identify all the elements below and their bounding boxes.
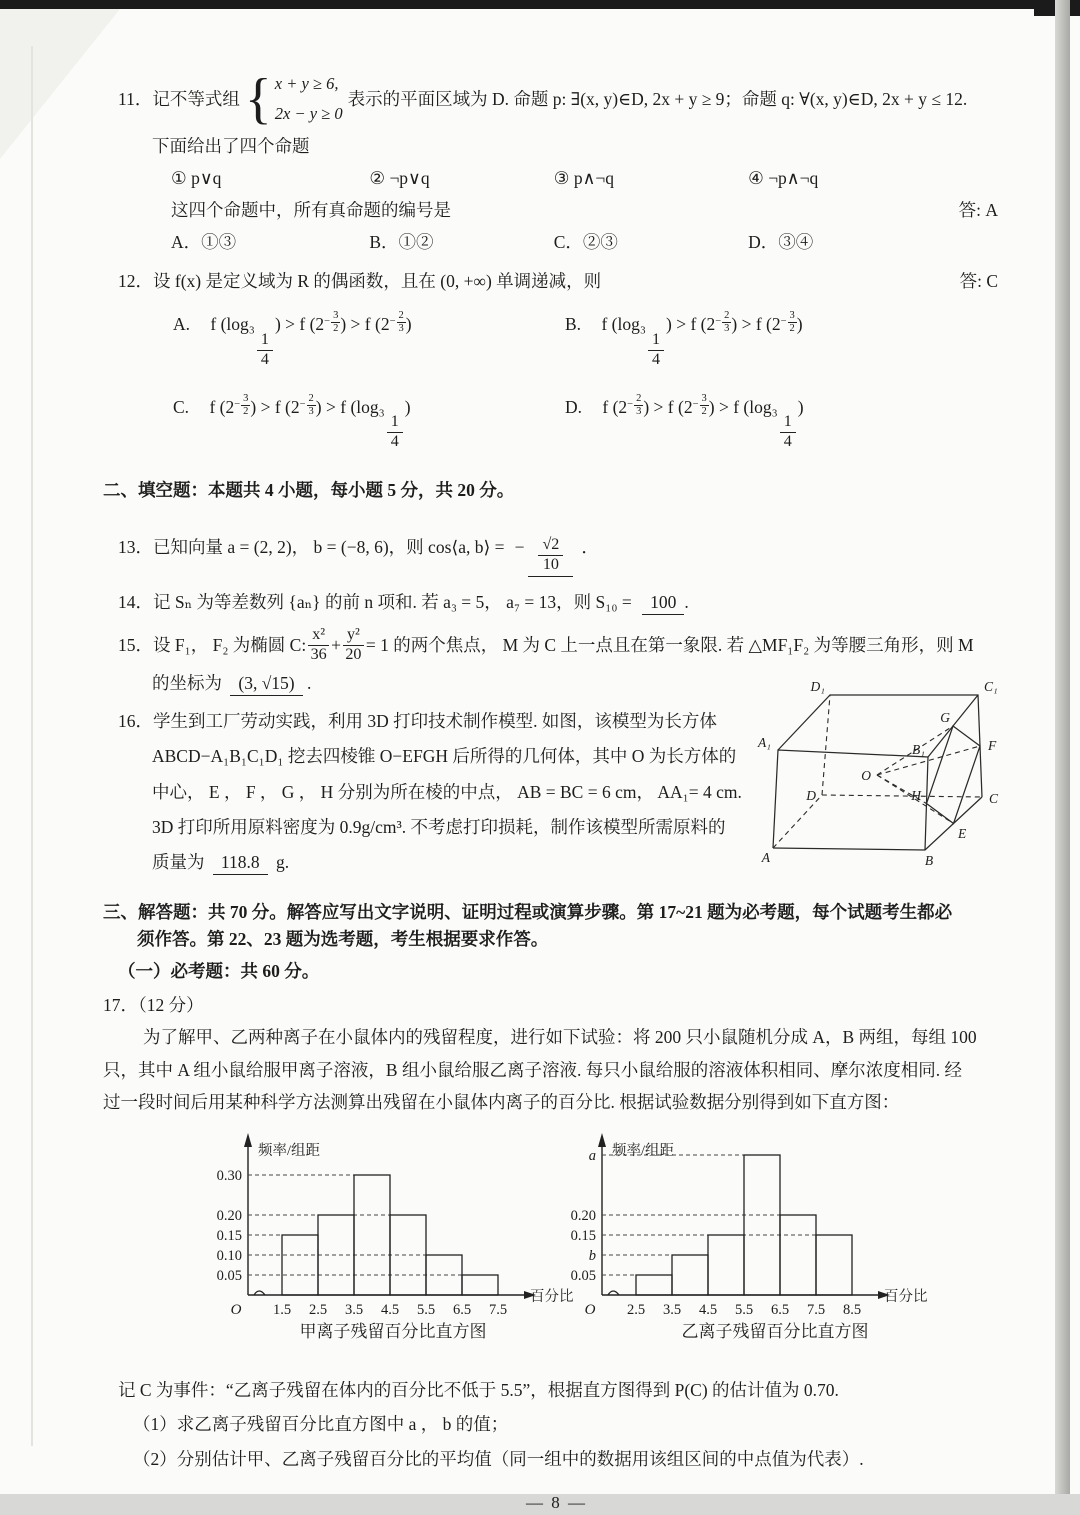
histograms-region bbox=[103, 1125, 1010, 1367]
fraction bbox=[343, 626, 364, 664]
q11-option-d: D．③④ bbox=[748, 232, 814, 253]
q11-option-b: B．①② bbox=[369, 232, 434, 253]
math-text: ) bbox=[643, 396, 650, 417]
math-text: ) bbox=[708, 396, 715, 417]
denominator: 2 bbox=[789, 322, 795, 334]
q13-period: ． bbox=[581, 537, 599, 558]
denominator: 3 bbox=[636, 405, 642, 417]
exponent-fraction bbox=[781, 310, 797, 335]
q12-option-d bbox=[565, 393, 1010, 452]
proposition-2: ② ¬p∨q bbox=[369, 167, 430, 188]
vertex-label-C1: C₁ bbox=[984, 678, 998, 694]
svg-text:4.5: 4.5 bbox=[380, 1302, 400, 1318]
svg-text:2.5: 2.5 bbox=[626, 1302, 646, 1318]
exponent-fraction bbox=[390, 310, 406, 335]
numerator: x² bbox=[308, 626, 329, 646]
q15-text3: 的坐标为 bbox=[152, 672, 222, 693]
figure-q16-cuboid bbox=[758, 676, 1010, 873]
svg-text:4.5: 4.5 bbox=[698, 1302, 718, 1318]
q17-number: 17．（12 分） bbox=[103, 995, 204, 1015]
svg-text:0.20: 0.20 bbox=[570, 1208, 596, 1224]
gt-sign: > bbox=[671, 313, 691, 334]
minus-sign: − bbox=[324, 316, 331, 328]
option-label: A. bbox=[173, 313, 191, 334]
svg-text:0.05: 0.05 bbox=[570, 1268, 596, 1284]
svg-text:1.5: 1.5 bbox=[272, 1302, 292, 1318]
math-text: ) bbox=[797, 396, 804, 417]
q11-question-row bbox=[118, 197, 1010, 223]
vertex-label-G: G bbox=[940, 709, 950, 725]
section-3-heading bbox=[103, 899, 1010, 952]
question-11 bbox=[118, 68, 1010, 256]
svg-text:0.20: 0.20 bbox=[216, 1208, 242, 1224]
q12-answer: 答: C bbox=[959, 270, 998, 291]
q11-line3: 这四个命题中，所有真命题的编号是 bbox=[171, 200, 451, 220]
fraction bbox=[648, 331, 664, 369]
svg-text:百分比: 百分比 bbox=[884, 1289, 928, 1305]
q11-propositions bbox=[171, 165, 1010, 191]
svg-text:频率/组距: 频率/组距 bbox=[258, 1143, 321, 1159]
histogram-jia-title: 甲离子残留百分比直方图 bbox=[299, 1322, 487, 1341]
denominator: 3 bbox=[308, 405, 314, 417]
q11-options bbox=[171, 229, 1010, 255]
minus-sign: − bbox=[692, 398, 699, 410]
gt-sign: > bbox=[649, 396, 668, 417]
q17-para-line1: 为了解甲、乙两种离子在小鼠体内的残留程度，进行如下试验：将 200 只小鼠随机分成 A，B 两组，每组 100 bbox=[143, 1027, 977, 1048]
q11-line1 bbox=[118, 68, 1010, 131]
minus-sign: − bbox=[299, 398, 306, 410]
svg-text:O: O bbox=[584, 1302, 596, 1318]
numerator: 2 bbox=[397, 310, 406, 323]
svg-text:7.5: 7.5 bbox=[488, 1302, 508, 1318]
fraction bbox=[780, 413, 796, 451]
svg-text:6.5: 6.5 bbox=[770, 1302, 790, 1318]
vertex-label-D1: D₁ bbox=[810, 678, 825, 694]
gt-sign: > bbox=[714, 396, 734, 417]
q16-answer-blank: 118.8 bbox=[213, 852, 268, 875]
exponent-fraction bbox=[324, 310, 340, 335]
denominator: 2 bbox=[243, 405, 249, 417]
math-text: f (log₃ bbox=[733, 396, 778, 417]
q15-q16-region bbox=[103, 626, 1010, 876]
question-17 bbox=[103, 992, 1010, 1472]
proposition-4: ④ ¬p∧¬q bbox=[748, 167, 819, 188]
q17-subquestion-2: （2）分别估计甲、乙离子残留百分比的平均值（同一组中的数据用该组区间的中点值为代表）. bbox=[133, 1448, 864, 1469]
q11-answer: 答: A bbox=[958, 200, 998, 220]
vertex-label-O: O bbox=[861, 767, 871, 783]
q15-period: . bbox=[307, 672, 312, 693]
q13-text: 13．已知向量 a = (2, 2)， b = (−8, 6)，则 cos⟨a, b⟩ = bbox=[118, 537, 505, 558]
fraction bbox=[538, 536, 563, 574]
q15-text1: 15．设 F₁， F₂ 为椭圆 C: bbox=[118, 634, 307, 655]
exponent-fraction bbox=[693, 393, 709, 418]
question-13 bbox=[118, 518, 1010, 578]
svg-text:0.15: 0.15 bbox=[570, 1228, 596, 1244]
exponent-fraction bbox=[715, 310, 731, 335]
q16-line2: ABCD−A₁B₁C₁D₁ 挖去四棱锥 O−EFGH 后所得的几何体，其中 O 为长方体的 bbox=[152, 746, 737, 767]
q11-option-c: C．②③ bbox=[553, 232, 618, 253]
fraction bbox=[387, 413, 403, 451]
gt-sign: > bbox=[321, 396, 341, 417]
page-number: — 8 — bbox=[526, 1492, 587, 1512]
q11-text-prefix: 11．记不等式组 bbox=[118, 89, 240, 110]
vertex-label-B1: B₁ bbox=[912, 741, 925, 757]
math-text: ) bbox=[731, 313, 738, 334]
denominator: 20 bbox=[345, 645, 362, 663]
system-line-2: 2x − y ≥ 0 bbox=[274, 103, 343, 123]
left-brace: { bbox=[244, 68, 272, 131]
q17-para-line3: 过一段时间后用某种科学方法测算出残留在小鼠体内离子的百分比. 根据试验数据分别得到如下直方图： bbox=[103, 1091, 900, 1112]
q12-stem-row bbox=[118, 268, 1010, 294]
math-text: ) bbox=[274, 313, 281, 334]
svg-text:3.5: 3.5 bbox=[662, 1302, 682, 1318]
q15-line1 bbox=[118, 626, 1010, 664]
svg-text:2.5: 2.5 bbox=[308, 1302, 328, 1318]
q16-line4: 3D 打印所用原料密度为 0.9g/cm³. 不考虑打印损耗，制作该模型所需原料的 bbox=[152, 816, 726, 837]
numerator: 3 bbox=[700, 393, 709, 406]
numerator: 3 bbox=[788, 310, 797, 323]
section-2-heading: 二、填空题：本题共 4 小题，每小题 5 分，共 20 分。 bbox=[103, 480, 515, 501]
numerator: √2 bbox=[538, 536, 563, 556]
numerator: y² bbox=[343, 626, 364, 646]
svg-text:3.5: 3.5 bbox=[344, 1302, 364, 1318]
histogram-jia-ion bbox=[202, 1125, 602, 1337]
vertex-label-F: F bbox=[988, 737, 997, 753]
svg-text:0.15: 0.15 bbox=[216, 1228, 242, 1244]
histogram-yi-title: 乙离子残留百分比直方图 bbox=[681, 1322, 869, 1341]
math-text: ) bbox=[315, 396, 322, 417]
svg-text:b: b bbox=[588, 1248, 596, 1264]
q16-unit: g. bbox=[275, 852, 290, 872]
gt-sign: > bbox=[280, 313, 300, 334]
gt-sign: > bbox=[256, 396, 275, 417]
question-16 bbox=[118, 708, 798, 875]
math-text: f (log₃ bbox=[210, 313, 255, 334]
vertex-label-D: D bbox=[806, 787, 816, 803]
histogram-yi-ion bbox=[556, 1125, 956, 1337]
plus-sign: + bbox=[331, 634, 341, 655]
svg-text:O: O bbox=[230, 1302, 242, 1318]
svg-text:0.05: 0.05 bbox=[216, 1268, 242, 1284]
minus-sign: − bbox=[234, 398, 241, 410]
q13-answer-blank bbox=[528, 518, 573, 578]
svg-text:a: a bbox=[588, 1148, 596, 1164]
svg-text:0.30: 0.30 bbox=[216, 1168, 242, 1184]
math-text: ) bbox=[405, 313, 412, 334]
q16-line5 bbox=[152, 849, 798, 875]
q15-answer-blank: (3, √15) bbox=[230, 673, 302, 696]
denominator: 36 bbox=[310, 645, 327, 663]
q11-option-a: A．①③ bbox=[171, 232, 237, 253]
minus-sign: − bbox=[715, 316, 722, 328]
numerator: 1 bbox=[648, 331, 664, 351]
s3-subheading: （一）必考题：共 60 分。 bbox=[118, 960, 320, 981]
svg-text:5.5: 5.5 bbox=[416, 1302, 436, 1318]
minus-sign: − bbox=[514, 537, 525, 558]
math-text: ) bbox=[340, 313, 347, 334]
math-text: f (log₃ bbox=[340, 396, 385, 417]
denominator: 2 bbox=[701, 405, 707, 417]
svg-text:5.5: 5.5 bbox=[734, 1302, 754, 1318]
numerator: 2 bbox=[307, 393, 316, 406]
q11-line2: 下面给出了四个命题 bbox=[152, 135, 310, 156]
vertex-label-A1: A₁ bbox=[758, 734, 771, 750]
math-text: f (log₃ bbox=[601, 313, 646, 334]
proposition-3: ③ p∧¬q bbox=[553, 167, 614, 188]
denominator: 4 bbox=[651, 350, 660, 368]
gt-sign: > bbox=[346, 313, 365, 334]
q14-period: . bbox=[684, 592, 689, 613]
math-text: f (2 bbox=[690, 313, 716, 334]
exponent-fraction bbox=[300, 393, 316, 418]
minus-sign: − bbox=[780, 316, 787, 328]
s3-line1: 三、解答题：共 70 分。解答应写出文字说明、证明过程或演算步骤。第 17~21 题为必考题，每个试题考生都必 bbox=[103, 902, 953, 923]
math-text: f (2 bbox=[299, 313, 325, 334]
vertex-label-C: C bbox=[989, 790, 999, 806]
option-label: C. bbox=[173, 396, 190, 417]
numerator: 3 bbox=[331, 310, 340, 323]
denominator: 3 bbox=[398, 322, 404, 334]
gt-sign: > bbox=[737, 313, 756, 334]
proposition-1: ① p∨q bbox=[171, 167, 222, 188]
math-text: f (2 bbox=[209, 396, 235, 417]
math-text: ) bbox=[250, 396, 257, 417]
denominator: 10 bbox=[542, 556, 559, 574]
q12-option-c bbox=[173, 393, 565, 452]
numerator: 2 bbox=[634, 393, 643, 406]
question-12 bbox=[118, 268, 1010, 452]
math-text: f (2 bbox=[602, 396, 628, 417]
vertex-label-H: H bbox=[911, 787, 921, 803]
numerator: 2 bbox=[722, 310, 731, 323]
math-text: ) bbox=[404, 396, 411, 417]
svg-text:0.10: 0.10 bbox=[216, 1248, 242, 1264]
vertex-label-A: A bbox=[761, 849, 770, 865]
q12-stem: 12．设 f(x) 是定义域为 R 的偶函数，且在 (0, +∞) 单调递减，则 bbox=[118, 270, 602, 291]
vertex-label-E: E bbox=[958, 825, 967, 841]
math-text: ) bbox=[665, 313, 672, 334]
exponent-fraction bbox=[627, 393, 643, 418]
math-text: f (2 bbox=[667, 396, 693, 417]
vertex-label-B: B bbox=[924, 852, 934, 868]
denominator: 4 bbox=[260, 350, 269, 368]
exponent-fraction bbox=[234, 393, 250, 418]
option-label: D. bbox=[565, 396, 583, 417]
math-text: f (2 bbox=[274, 396, 300, 417]
math-text: f (2 bbox=[755, 313, 781, 334]
denominator: 3 bbox=[724, 322, 730, 334]
math-text: f (2 bbox=[364, 313, 390, 334]
svg-text:频率/组距: 频率/组距 bbox=[612, 1143, 675, 1159]
q16-line3: 中心， E ， F ， G ， H 分别为所在棱的中点， AB = BC = 6 cm， AA₁= 4 cm. bbox=[152, 781, 742, 802]
q12-option-a bbox=[173, 310, 565, 369]
q11-text-suffix: 表示的平面区域为 D. 命题 p: ∃(x, y)∈D, 2x + y ≥ 9；命题 q: ∀(x, y)∈D, 2x + y ≤ 12. bbox=[347, 89, 968, 110]
fraction bbox=[257, 331, 273, 369]
q17-event-c: 记 C 为事件：“乙离子残留在体内的百分比不低于 5.5”，根据直方图得到 P(C) 的估计值为 0.70. bbox=[118, 1380, 839, 1400]
denominator: 2 bbox=[333, 322, 339, 334]
svg-text:8.5: 8.5 bbox=[842, 1302, 862, 1318]
q12-options bbox=[173, 310, 1010, 452]
system-line-1: x + y ≥ 6, bbox=[274, 74, 339, 93]
minus-sign: − bbox=[389, 316, 396, 328]
denominator: 4 bbox=[390, 433, 399, 451]
question-14 bbox=[118, 589, 1010, 615]
fraction bbox=[308, 626, 329, 664]
q16-line1: 16．学生到工厂劳动实践，利用 3D 打印技术制作模型. 如图，该模型为长方体 bbox=[118, 711, 717, 731]
svg-text:百分比: 百分比 bbox=[530, 1289, 574, 1305]
q12-option-b bbox=[565, 310, 1010, 369]
q17-para-line2: 只，其中 A 组小鼠给服甲离子溶液，B 组小鼠给服乙离子溶液. 每只小鼠给服的溶液体积相同、摩尔浓度相同. 经 bbox=[103, 1059, 962, 1080]
system-lines bbox=[275, 72, 343, 127]
numerator: 1 bbox=[257, 331, 273, 351]
svg-text:7.5: 7.5 bbox=[806, 1302, 826, 1318]
q17-subquestion-1: （1）求乙离子残留百分比直方图中 a ， b 的值； bbox=[133, 1414, 509, 1435]
denominator: 4 bbox=[783, 433, 792, 451]
s3-line2: 须作答。第 22、23 题为选考题，考生根据要求作答。 bbox=[137, 928, 549, 949]
svg-text:6.5: 6.5 bbox=[452, 1302, 472, 1318]
option-label: B. bbox=[565, 313, 582, 334]
numerator: 3 bbox=[241, 393, 250, 406]
q15-text2: = 1 的两个焦点， M 为 C 上一点且在第一象限. 若 △MF₁F₂ 为等腰三角形，则 M bbox=[365, 634, 974, 655]
math-text: ) bbox=[796, 313, 803, 334]
numerator: 1 bbox=[387, 413, 403, 433]
numerator: 1 bbox=[780, 413, 796, 433]
q14-answer-blank: 100 bbox=[642, 592, 684, 615]
q14-text: 14．记 Sₙ 为等差数列 {aₙ} 的前 n 项和. 若 a₃ = 5， a₇ = 13，则 S₁₀ = bbox=[118, 592, 632, 613]
minus-sign: − bbox=[627, 398, 634, 410]
inequality-system bbox=[244, 68, 343, 131]
q16-text5: 质量为 bbox=[152, 852, 205, 872]
